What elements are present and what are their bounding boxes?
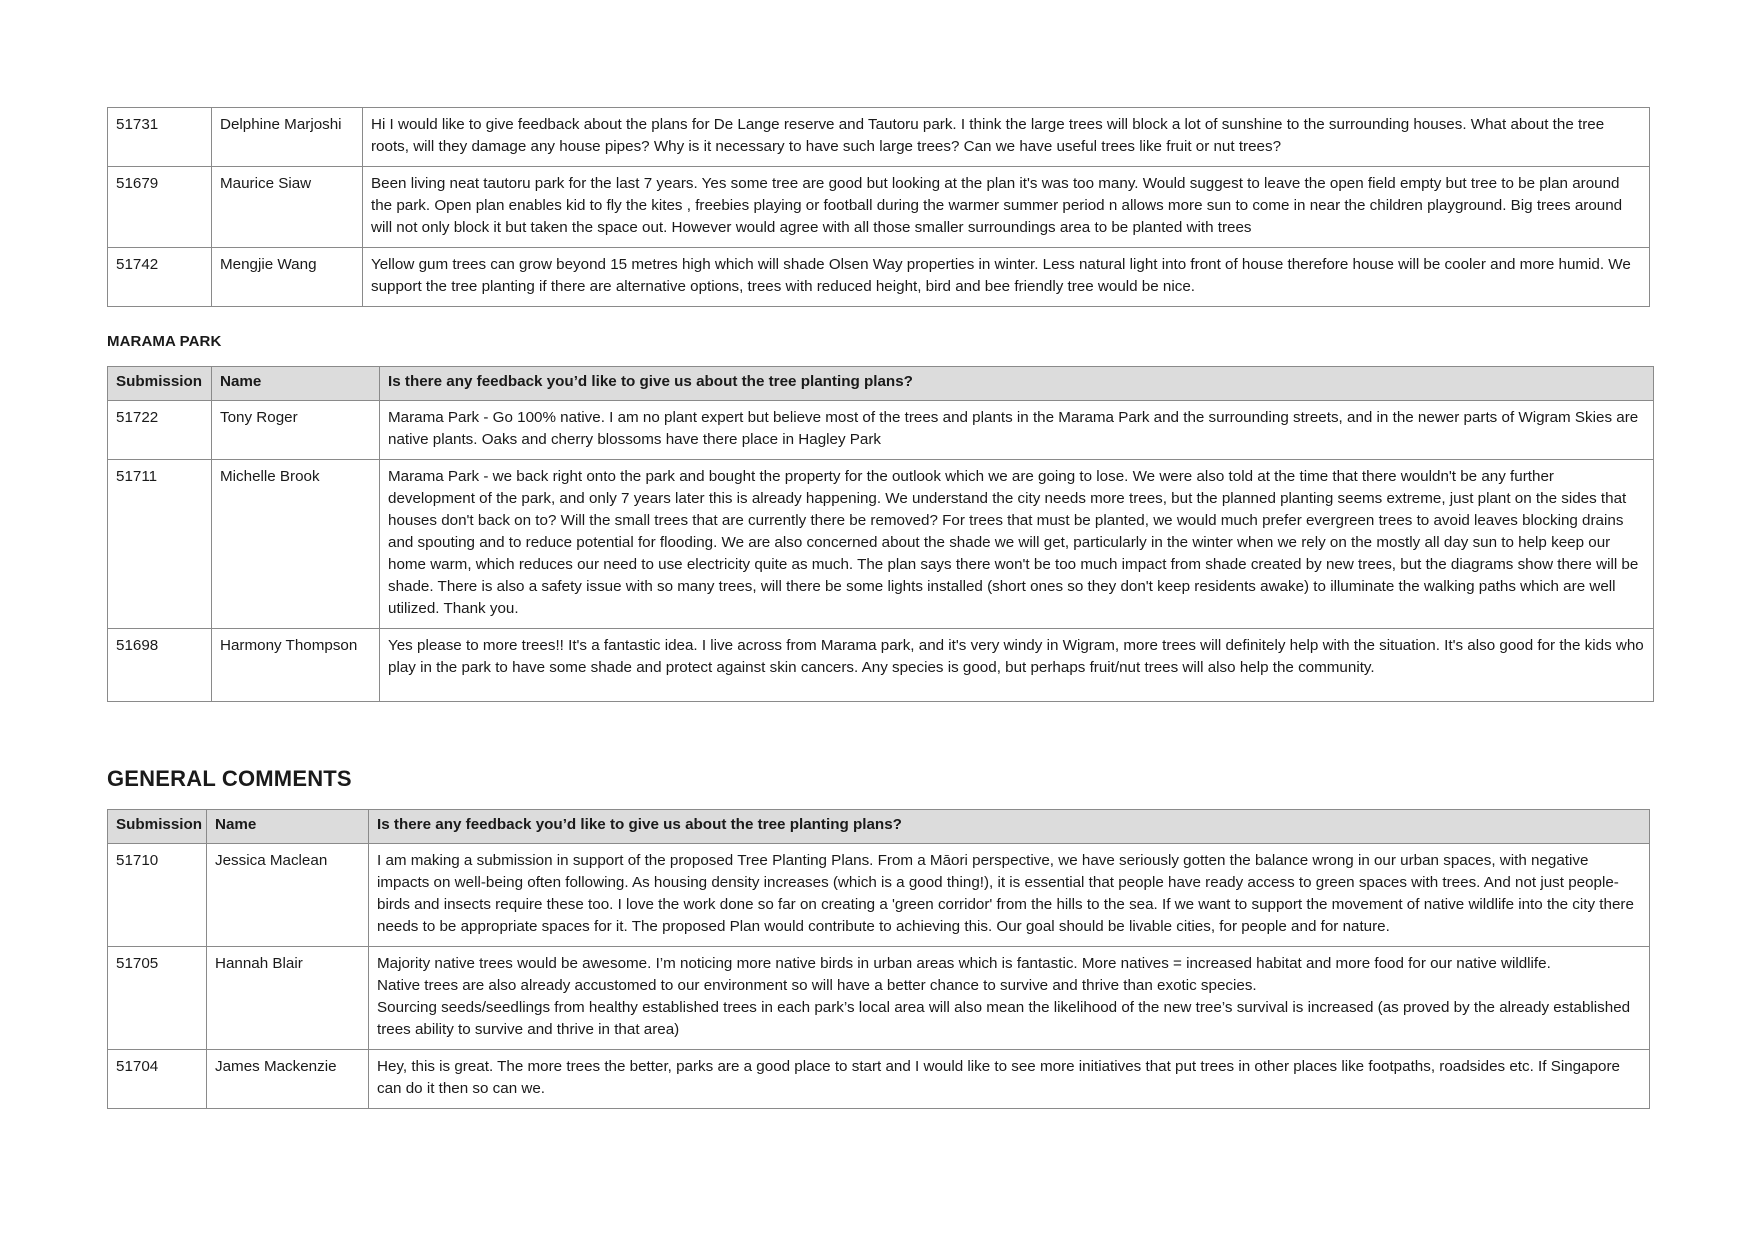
table-row bbox=[108, 108, 1650, 167]
header-submission: Submission bbox=[108, 810, 207, 844]
feedback-text: Been living neat tautoru park for the last 7 years. Yes some tree are good but looking at the plan it's was too many. Would suggest to leave the open field empty but tree to be plan around the park. Open plan enables kid to fly the kites , freebies playing or football during the warmer summer period n allows more sun to come in near the children playground. Big trees around will not only block it but taken the space out. However would agree with all those smaller surroundings area to be planted with trees bbox=[363, 167, 1650, 248]
submitter-name: Hannah Blair bbox=[207, 947, 369, 1050]
submitter-name: Mengjie Wang bbox=[212, 248, 363, 307]
table-header-row bbox=[108, 367, 1654, 401]
submitter-name: Harmony Thompson bbox=[212, 629, 380, 702]
table-row bbox=[108, 460, 1654, 629]
header-feedback: Is there any feedback you’d like to give us about the tree planting plans? bbox=[380, 367, 1654, 401]
table-header-row bbox=[108, 810, 1650, 844]
submitter-name: Maurice Siaw bbox=[212, 167, 363, 248]
feedback-text: Marama Park - we back right onto the park and bought the property for the outlook which we are going to lose. We were also told at the time that there wouldn't be any further development of the park, and only 7 years later this is already happening. We understand the city needs more trees, but the planned planting seems extreme, just plant on the sides that houses don't back on to? Will the small trees that are currently there be removed? For trees that must be planted, we would much prefer evergreen trees to avoid leaves blocking drains and spouting and to reduce potential for flooding. We are also concerned about the shade we will get, particularly in the winter when we rely on the mostly all day sun to help keep our home warm, which reduces our need to use electricity quite as much. The plan says there won't be too much impact from shade created by new trees, but the diagrams show there will be shade. There is also a safety issue with so many trees, will there be some lights installed (short ones so they don't keep residents awake) to illuminate the walking paths which are well utilized. Thank you. bbox=[380, 460, 1654, 629]
submitter-name: Michelle Brook bbox=[212, 460, 380, 629]
tautoru-feedback-table bbox=[107, 107, 1650, 307]
submission-id: 51698 bbox=[108, 629, 212, 702]
table-row bbox=[108, 248, 1650, 307]
feedback-text: Yes please to more trees!! It's a fantastic idea. I live across from Marama park, and it's very windy in Wigram, more trees will definitely help with the situation. It's also good for the kids who play in the park to have some shade and protect against skin cancers. Any species is good, but perhaps fruit/nut trees will also help the community. bbox=[380, 629, 1654, 702]
marama-park-table bbox=[107, 366, 1654, 702]
table-row bbox=[108, 844, 1650, 947]
feedback-line: Native trees are also already accustomed to our environment so will have a better chance to survive and thrive than exotic species. bbox=[377, 977, 1257, 994]
feedback-text: I am making a submission in support of the proposed Tree Planting Plans. From a Māori perspective, we have seriously gotten the balance wrong in our urban spaces, with negative impacts on well-being often following. As housing density increases (which is a good thing!), it is essential that people have ready access to green spaces with trees. And not just people-birds and insects require these too. I love the work done so far on creating a 'green corridor' from the hills to the sea. If we want to support the movement of native wildlife into the city there needs to be appropriate spaces for it. The proposed Plan would contribute to achieving this. Our goal should be livable cities, for people and for nature. bbox=[369, 844, 1650, 947]
header-submission: Submission bbox=[108, 367, 212, 401]
submission-id: 51710 bbox=[108, 844, 207, 947]
table-row bbox=[108, 1050, 1650, 1109]
submission-id: 51731 bbox=[108, 108, 212, 167]
submitter-name: Tony Roger bbox=[212, 401, 380, 460]
submission-id: 51679 bbox=[108, 167, 212, 248]
table-row bbox=[108, 167, 1650, 248]
table-row bbox=[108, 947, 1650, 1050]
submitter-name: Delphine Marjoshi bbox=[212, 108, 363, 167]
submission-id: 51705 bbox=[108, 947, 207, 1050]
feedback-text: Hey, this is great. The more trees the better, parks are a good place to start and I would like to see more initiatives that put trees in other places like footpaths, roadsides etc. If Singapore can do it then so can we. bbox=[369, 1050, 1650, 1109]
submission-id: 51704 bbox=[108, 1050, 207, 1109]
feedback-line: Sourcing seeds/seedlings from healthy established trees in each park’s local area will also mean the likelihood of the new tree’s survival is increased (as proved by the already established trees ability to survive and thrive in that area) bbox=[377, 999, 1631, 1038]
submission-id: 51711 bbox=[108, 460, 212, 629]
section-heading-general-comments: GENERAL COMMENTS bbox=[107, 766, 352, 791]
table-row bbox=[108, 629, 1654, 702]
submission-id: 51742 bbox=[108, 248, 212, 307]
header-name: Name bbox=[207, 810, 369, 844]
feedback-line: Majority native trees would be awesome. I’m noticing more native birds in urban areas which is fantastic. More natives = increased habitat and more food for our native wildlife. bbox=[377, 955, 1551, 972]
feedback-text: Marama Park - Go 100% native. I am no plant expert but believe most of the trees and plants in the Marama Park and the surrounding streets, and in the newer parts of Wigram Skies are native plants. Oaks and cherry blossoms have there place in Hagley Park bbox=[380, 401, 1654, 460]
submission-id: 51722 bbox=[108, 401, 212, 460]
table-row bbox=[108, 401, 1654, 460]
section-heading-marama-park: MARAMA PARK bbox=[107, 333, 222, 350]
feedback-text: Hi I would like to give feedback about the plans for De Lange reserve and Tautoru park. I think the large trees will block a lot of sunshine to the surrounding houses. What about the tree roots, will they damage any house pipes? Why is it necessary to have such large trees? Can we have useful trees like fruit or nut trees? bbox=[363, 108, 1650, 167]
submitter-name: James Mackenzie bbox=[207, 1050, 369, 1109]
general-comments-table bbox=[107, 809, 1650, 1109]
header-feedback: Is there any feedback you’d like to give us about the tree planting plans? bbox=[369, 810, 1650, 844]
submitter-name: Jessica Maclean bbox=[207, 844, 369, 947]
feedback-text bbox=[369, 947, 1650, 1050]
header-name: Name bbox=[212, 367, 380, 401]
feedback-text: Yellow gum trees can grow beyond 15 metres high which will shade Olsen Way properties in winter. Less natural light into front of house therefore house will be cooler and more humid. We support the tree planting if there are alternative options, trees with reduced height, bird and bee friendly tree would be nice. bbox=[363, 248, 1650, 307]
